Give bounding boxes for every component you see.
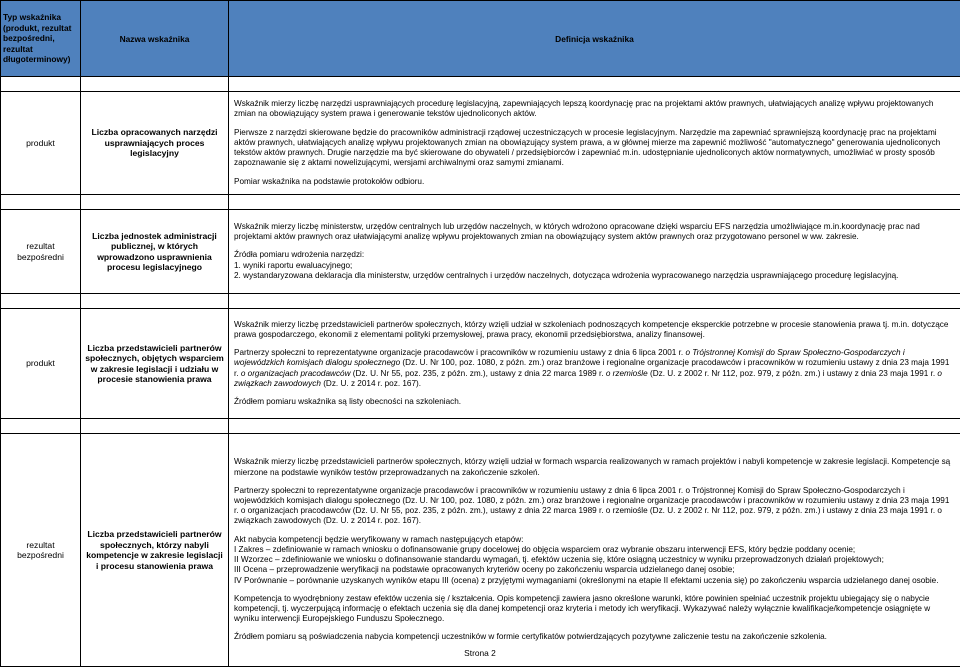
- header-type-line: Typ wskaźnika: [3, 12, 78, 23]
- text-run-italic: o związkach zawodowych: [234, 369, 942, 388]
- header-type-line: rezultat: [3, 44, 78, 55]
- header-type-line: bezpośredni,: [3, 33, 78, 44]
- row-definition: [229, 434, 960, 667]
- definition-paragraph: Wskaźnik mierzy liczbę przedstawicieli partnerów społecznych, którzy wzięli udział w szkoleniach podnoszących kompetencje eksperckie potrzebne w procesie stanowienia prawa tj. m.in. dotyczące prawa gospodarczego, ekonomii z elementami polityki przemysłowej, prawa pracy, ekonomii przedsiębiorstwa, analizy finansowej.: [234, 320, 956, 340]
- table-row: [1, 210, 960, 294]
- text-run: Partnerzy społeczni to reprezentatywne organizacje pracodawców i pracowników w rozumieniu ustawy z dnia 6 lipca 2001 r.: [234, 348, 685, 357]
- stage-item: II Wzorzec – zdefiniowanie we wniosku o dofinansowanie standardu wymagań, tj. efektów uczenia się, które osiągną uczestnicy w wyniku przeprowadzonych działań projektowych;: [234, 555, 956, 565]
- definition-paragraph: Partnerzy społeczni to reprezentatywne organizacje pracodawców i pracowników w rozumieniu ustawy z dnia 6 lipca 2001 r. o Trójstronnej Komisji do Spraw Społeczno-Gospodarczych i wojewódzkich komisjach dialogu społecznego (Dz. U. Nr 100, poz. 1080, z późn. zm.) oraz branżowe i regionalne organizacje pracodawców i pracowników w rozumieniu ustawy z dnia 23 maja 1991 r. o organizacjach pracodawców (Dz. U. Nr 55, poz. 235, z późn. zm.), ustawy z dnia 22 marca 1989 r. o rzemiośle (Dz. U. z 2002 r. Nr 112, poz. 979, z późn. zm.) i ustawy z dnia 23 maja 1991 r. o związkach zawodowych (Dz. U. z 2014 r. poz. 167).: [234, 486, 956, 527]
- header-type-line: (produkt, rezultat: [3, 23, 78, 34]
- spacer-row: [1, 294, 960, 309]
- row-name: Liczba przedstawicieli partnerów społecznych, objętych wsparciem w zakresie legislacji i udziału w procesie stanowienia prawa: [81, 309, 229, 419]
- text-run-italic: o Trójstronnej Komisji do Spraw Społeczno-Gospodarczych i wojewódzkich komisjach dialogu społecznego: [234, 348, 905, 367]
- text-run: (Dz. U. Nr 55, poz. 235, z późn. zm.), ustawy z dnia 22 marca 1989 r.: [351, 369, 606, 378]
- text-run-italic: o rzemiośle: [606, 369, 648, 378]
- definition-paragraph: Kompetencja to wyodrębniony zestaw efektów uczenia się / kształcenia. Opis kompetencji zawiera jasno określone warunki, które powinien spełniać uczestnik projektu ubiegający się o nabycie kompetencji, tj. wyczerpującą informację o efektach uczenia się dla danej kompetencji oraz kryteria i metody ich weryfikacji. Wykazywać należy wyłącznie kwalifikacje/kompetencje osiągnięte w wyniku interwencji Europejskiego Funduszu Społecznego.: [234, 594, 956, 625]
- spacer-row: [1, 77, 960, 92]
- row-definition: [229, 210, 960, 294]
- table-row: [1, 92, 960, 195]
- definition-paragraph: Wskaźnik mierzy liczbę narzędzi usprawniających procedurę legislacyjną, zapewniających lepszą koordynację prac na projektami aktów prawnych, ułatwiających analizę wpływu projektowanych zmian na obowiązujący system prawa i generowanie tekstów ujednoliconych aktów.: [234, 99, 956, 119]
- header-type-line: długoterminowy): [3, 54, 78, 65]
- text-run: (Dz. U. Nr 100, poz. 1080, z późn. zm.) oraz branżowe i regionalne organizacje pracodawców i pracowników w rozumieniu ustawy z dnia 23 maja 1991 r.: [234, 358, 949, 377]
- definition-paragraph: Pomiar wskaźnika na podstawie protokołów odbioru.: [234, 177, 956, 187]
- text-run: (Dz. U. z 2014 r. poz. 167).: [321, 379, 421, 388]
- row-name: Liczba opracowanych narzędzi usprawniających proces legislacyjny: [81, 92, 229, 195]
- text-run: (Dz. U. z 2002 r. Nr 112, poz. 979, z późn. zm.) i ustawy z dnia 23 maja 1991 r.: [648, 369, 938, 378]
- stage-item: III Ocena – przeprowadzenie weryfikacji na podstawie opracowanych kryteriów oceny po zakończeniu wsparcia udzielanego danej osobie;: [234, 565, 956, 575]
- measurement-source-item: 1. wyniki raportu ewaluacyjnego;: [234, 261, 956, 271]
- stage-item: I Zakres – zdefiniowanie w ramach wniosku o dofinansowanie grupy docelowej do objęcia wsparciem oraz wybranie obszaru interwencji EFS, który będzie poddany ocenie;: [234, 545, 956, 555]
- row-type: rezultat bezpośredni: [1, 434, 81, 667]
- table-row: [1, 309, 960, 419]
- table-row: [1, 434, 960, 667]
- row-type: produkt: [1, 309, 81, 419]
- measurement-source-item: 2. wystandaryzowana deklaracja dla ministerstw, urzędów centralnych i urzędów naczelnych, dotycząca wdrożenia wypracowanego narzędzia usprawniającego procedurę legislacyjną.: [234, 271, 956, 281]
- definition-paragraph: Akt nabycia kompetencji będzie weryfikowany w ramach następujących etapów:: [234, 535, 956, 545]
- row-definition: [229, 309, 960, 419]
- page-number: Strona 2: [0, 648, 960, 658]
- definition-paragraph: Wskaźnik mierzy liczbę przedstawicieli partnerów społecznych, którzy wzięli udział w formach wsparcia realizowanych w ramach projektów i nabyli kompetencje w zakresie legislacji. Kompetencje są mierzone na podstawie wyników testów przeprowadzanych na zakończenie szkoleń.: [234, 457, 956, 477]
- definition-paragraph: Wskaźnik mierzy liczbę ministerstw, urzędów centralnych lub urzędów naczelnych, w których wdrożono opracowane dzięki wsparciu EFS narzędzia umożliwiające m.in.koordynację prac nad projektami aktów prawnych oraz ułatwiającymi analizę wpływu projektowanych zmian na obowiązujący system aktów prawnych oraz przygotowano personel w ww. zakresie.: [234, 222, 956, 242]
- header-name: Nazwa wskaźnika: [81, 1, 229, 77]
- row-definition: [229, 92, 960, 195]
- row-type: rezultat bezpośredni: [1, 210, 81, 294]
- row-name: Liczba jednostek administracji publicznej, w których wprowadzono usprawnienia procesu legislacyjnego: [81, 210, 229, 294]
- definition-paragraph: Pierwsze z narzędzi skierowane będzie do pracowników administracji rządowej uczestniczących w procesie legislacyjnym. Narzędzie ma zapewniać sprawniejszą koordynację prac na projektami aktów prawnych, ułatwiających analizę wpływu projektowanych zmian na obowiązujący system prawa, a w głównej mierze ma zapewnić możliwość "automatycznego" generowania ujednoliconych tekstów aktów prawnych. Drugie narzędzie ma być skierowane do obywateli / przedsiębiorców i zapewniać m.in. udostępnianie ujednoliconych aktów normatywnych, umożliwiać w prosty sposób zapoznawanie się z aktami nowelizującymi, wersjami archiwalnymi oraz samymi zmianami.: [234, 128, 956, 169]
- row-name: Liczba przedstawicieli partnerów społecznych, którzy nabyli kompetencje w zakresie legislacji i procesu stanowienia prawa: [81, 434, 229, 667]
- table-header-row: [1, 1, 960, 77]
- spacer-row: [1, 195, 960, 210]
- definition-paragraph: [234, 348, 956, 389]
- text-run-italic: o organizacjach pracodawców: [241, 369, 351, 378]
- header-definition: Definicja wskaźnika: [229, 1, 960, 77]
- stage-item: IV Porównanie – porównanie uzyskanych wyników etapu III (ocena) z przyjętymi wymaganiami (określonymi na etapie II efektami uczenia się) po zakończeniu wsparcia udzielanego danej osobie.: [234, 576, 956, 586]
- row-type: produkt: [1, 92, 81, 195]
- definition-paragraph: Źródłem pomiaru są poświadczenia nabycia kompetencji uczestników w formie certyfikatów potwierdzających pozytywne zaliczenie testu na zakończenie szkolenia.: [234, 632, 956, 642]
- header-type: [1, 1, 81, 77]
- spacer-row: [1, 419, 960, 434]
- definition-paragraph: Źródłem pomiaru wskaźnika są listy obecności na szkoleniach.: [234, 397, 956, 407]
- measurement-source-label: Źródła pomiaru wdrożenia narzędzi:: [234, 250, 956, 260]
